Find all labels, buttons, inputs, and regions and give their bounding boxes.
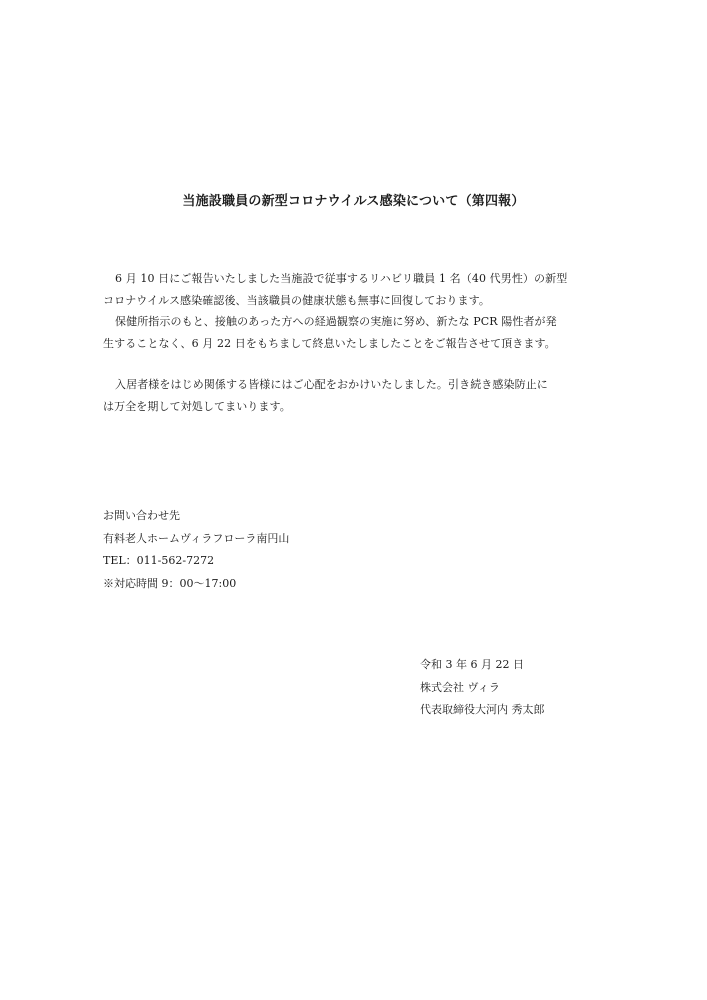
contact-hours: ※対応時間 9：00～17:00 xyxy=(103,576,237,590)
paragraph-line: コロナウイルス感染確認後、当該職員の健康状態も無事に回復しております。 xyxy=(103,293,490,307)
announcement-paragraph-1 xyxy=(103,268,608,354)
paragraph-line: 生することなく、6 月 22 日をもちまして終息いたしましたことをご報告させて頂きます。 xyxy=(103,336,556,350)
document-title: 当施設職員の新型コロナウイルス感染について（第四報） xyxy=(182,194,525,209)
signature-representative: 代表取締役大河内 秀太郎 xyxy=(420,703,545,716)
signature-company: 株式会社 ヴィラ xyxy=(420,680,500,694)
signature-block xyxy=(420,654,545,722)
contact-phone: TEL：011-562-7272 xyxy=(103,554,215,567)
announcement-paragraph-2 xyxy=(103,374,608,417)
contact-heading: お問い合わせ先 xyxy=(103,509,180,522)
contact-block xyxy=(103,505,289,595)
paragraph-line: 6 月 10 日にご報告いたしました当施設で従事するリハビリ職員 1 名（40 代男性）の新型 xyxy=(115,272,568,285)
paragraph-line: 保健所指示のもと、接触のあった方への経過観察の実施に努め、新たな PCR 陽性者が発 xyxy=(115,315,557,328)
contact-facility: 有料老人ホームヴィラフローラ南円山 xyxy=(103,531,290,545)
paragraph-line: 入居者様をはじめ関係する皆様にはご心配をおかけいたしました。引き続き感染防止に xyxy=(115,378,548,391)
signature-date: 令和 3 年 6 月 22 日 xyxy=(420,658,524,671)
paragraph-line: は万全を期して対処してまいります。 xyxy=(103,399,291,413)
